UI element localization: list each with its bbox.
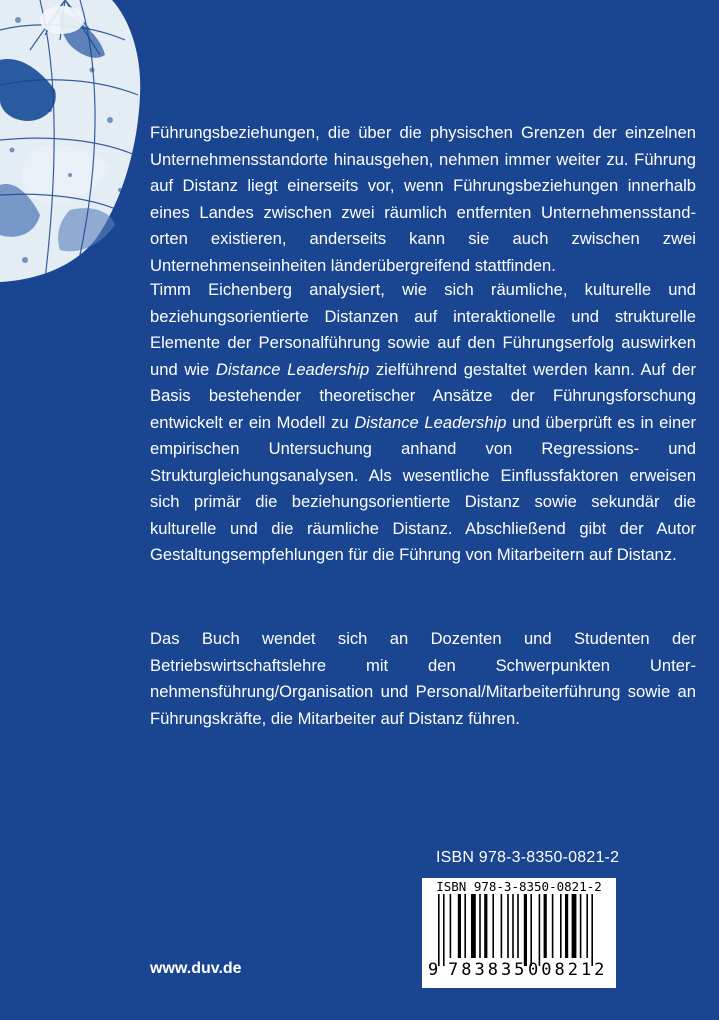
paragraph-2-text: und überprüft es in einer empirischen Untersuchung anhand von Regressions- und Strukturgleichungsanalysen. Als wesentliche Einflussfaktoren erweisen sich primär die beziehungsorientierte Distanz sowie sekundär die kulturelle und die räumliche Distanz. Abschließend gibt der Autor Gestaltungsempfehlungen für die Führung von Mitarbeitern auf Distanz. — [150, 412, 696, 564]
barcode — [422, 878, 616, 988]
paragraph-2-text: Timm Eichenberg analysiert, wie sich räumliche, kulturelle und beziehungsorientierte Distanzen auf interaktionelle und strukturelle Elemente der Personalführung sowie auf den Führungserfolg auswirken und wie — [150, 280, 696, 379]
barcode-bar — [560, 894, 562, 958]
barcode-bar — [544, 894, 547, 958]
barcode-left-digits: 783835 — [448, 960, 528, 980]
barcode-bar — [512, 894, 514, 958]
barcode-bar — [501, 894, 503, 958]
barcode-bar — [479, 894, 481, 958]
barcode-bar — [450, 894, 452, 958]
italic-term: Distance Leadership — [215, 359, 370, 379]
barcode-bar — [552, 894, 554, 958]
barcode-bar — [565, 894, 568, 958]
barcode-bar — [517, 894, 519, 958]
barcode-bar — [539, 894, 541, 966]
barcode-bar — [524, 894, 527, 966]
paragraph-2-text: zielführend gestaltet werden kann. Auf der Basis bestehender theoretischer Ansätze der Führungsforschung entwickelt er ein Modell zu — [150, 359, 697, 432]
barcode-bar — [492, 894, 494, 958]
barcode-first-digit: 9 — [428, 960, 439, 980]
barcode-right-digits: 008212 — [528, 960, 608, 980]
barcode-bar — [507, 894, 509, 958]
barcode-bar — [572, 894, 577, 958]
description-paragraph-2 — [150, 277, 696, 569]
barcode-bar — [464, 894, 466, 958]
website-link[interactable]: www.duv.de — [150, 960, 242, 977]
barcode-bar — [471, 894, 476, 958]
barcode-isbn-text: ISBN 978-3-8350-0821-2 — [436, 879, 602, 894]
barcode-bar — [458, 894, 461, 958]
barcode-bars — [426, 894, 612, 966]
barcode-bar — [438, 894, 440, 966]
italic-term: Distance Leadership — [354, 412, 507, 432]
globe-image — [0, 0, 145, 285]
barcode-bar — [591, 894, 593, 966]
barcode-bar — [586, 894, 588, 958]
barcode-bar — [484, 894, 487, 958]
description-paragraph-3: Das Buch wendet sich an Dozenten und Studenten der Betriebswirtschaftslehre mit den Schwerpunkten Unternehmensführung/Organisation und Personal/Mitarbeiterführung sowie an Führungskräfte, die Mitarbeiter auf Distanz führen. — [150, 629, 696, 728]
isbn-label: ISBN 978-3-8350-0821-2 — [436, 849, 620, 866]
barcode-bar — [530, 894, 532, 966]
barcode-bar — [580, 894, 582, 958]
barcode-bar — [443, 894, 445, 966]
description-paragraph-1: Führungsbeziehungen, die über die physischen Grenzen der einzelnen Unternehmensstandorte hinausgehen, nehmen immer weiter zu. Führung auf Distanz liegt einerseits vor, wenn Führungsbeziehungen innerhalb eines Landes zwischen zwei räumlich entfernten Unternehmensstandorten existieren, anderseits kann sie auch zwischen zwei Unternehmenseinheiten länderübergreifend stattfinden. — [150, 123, 696, 275]
